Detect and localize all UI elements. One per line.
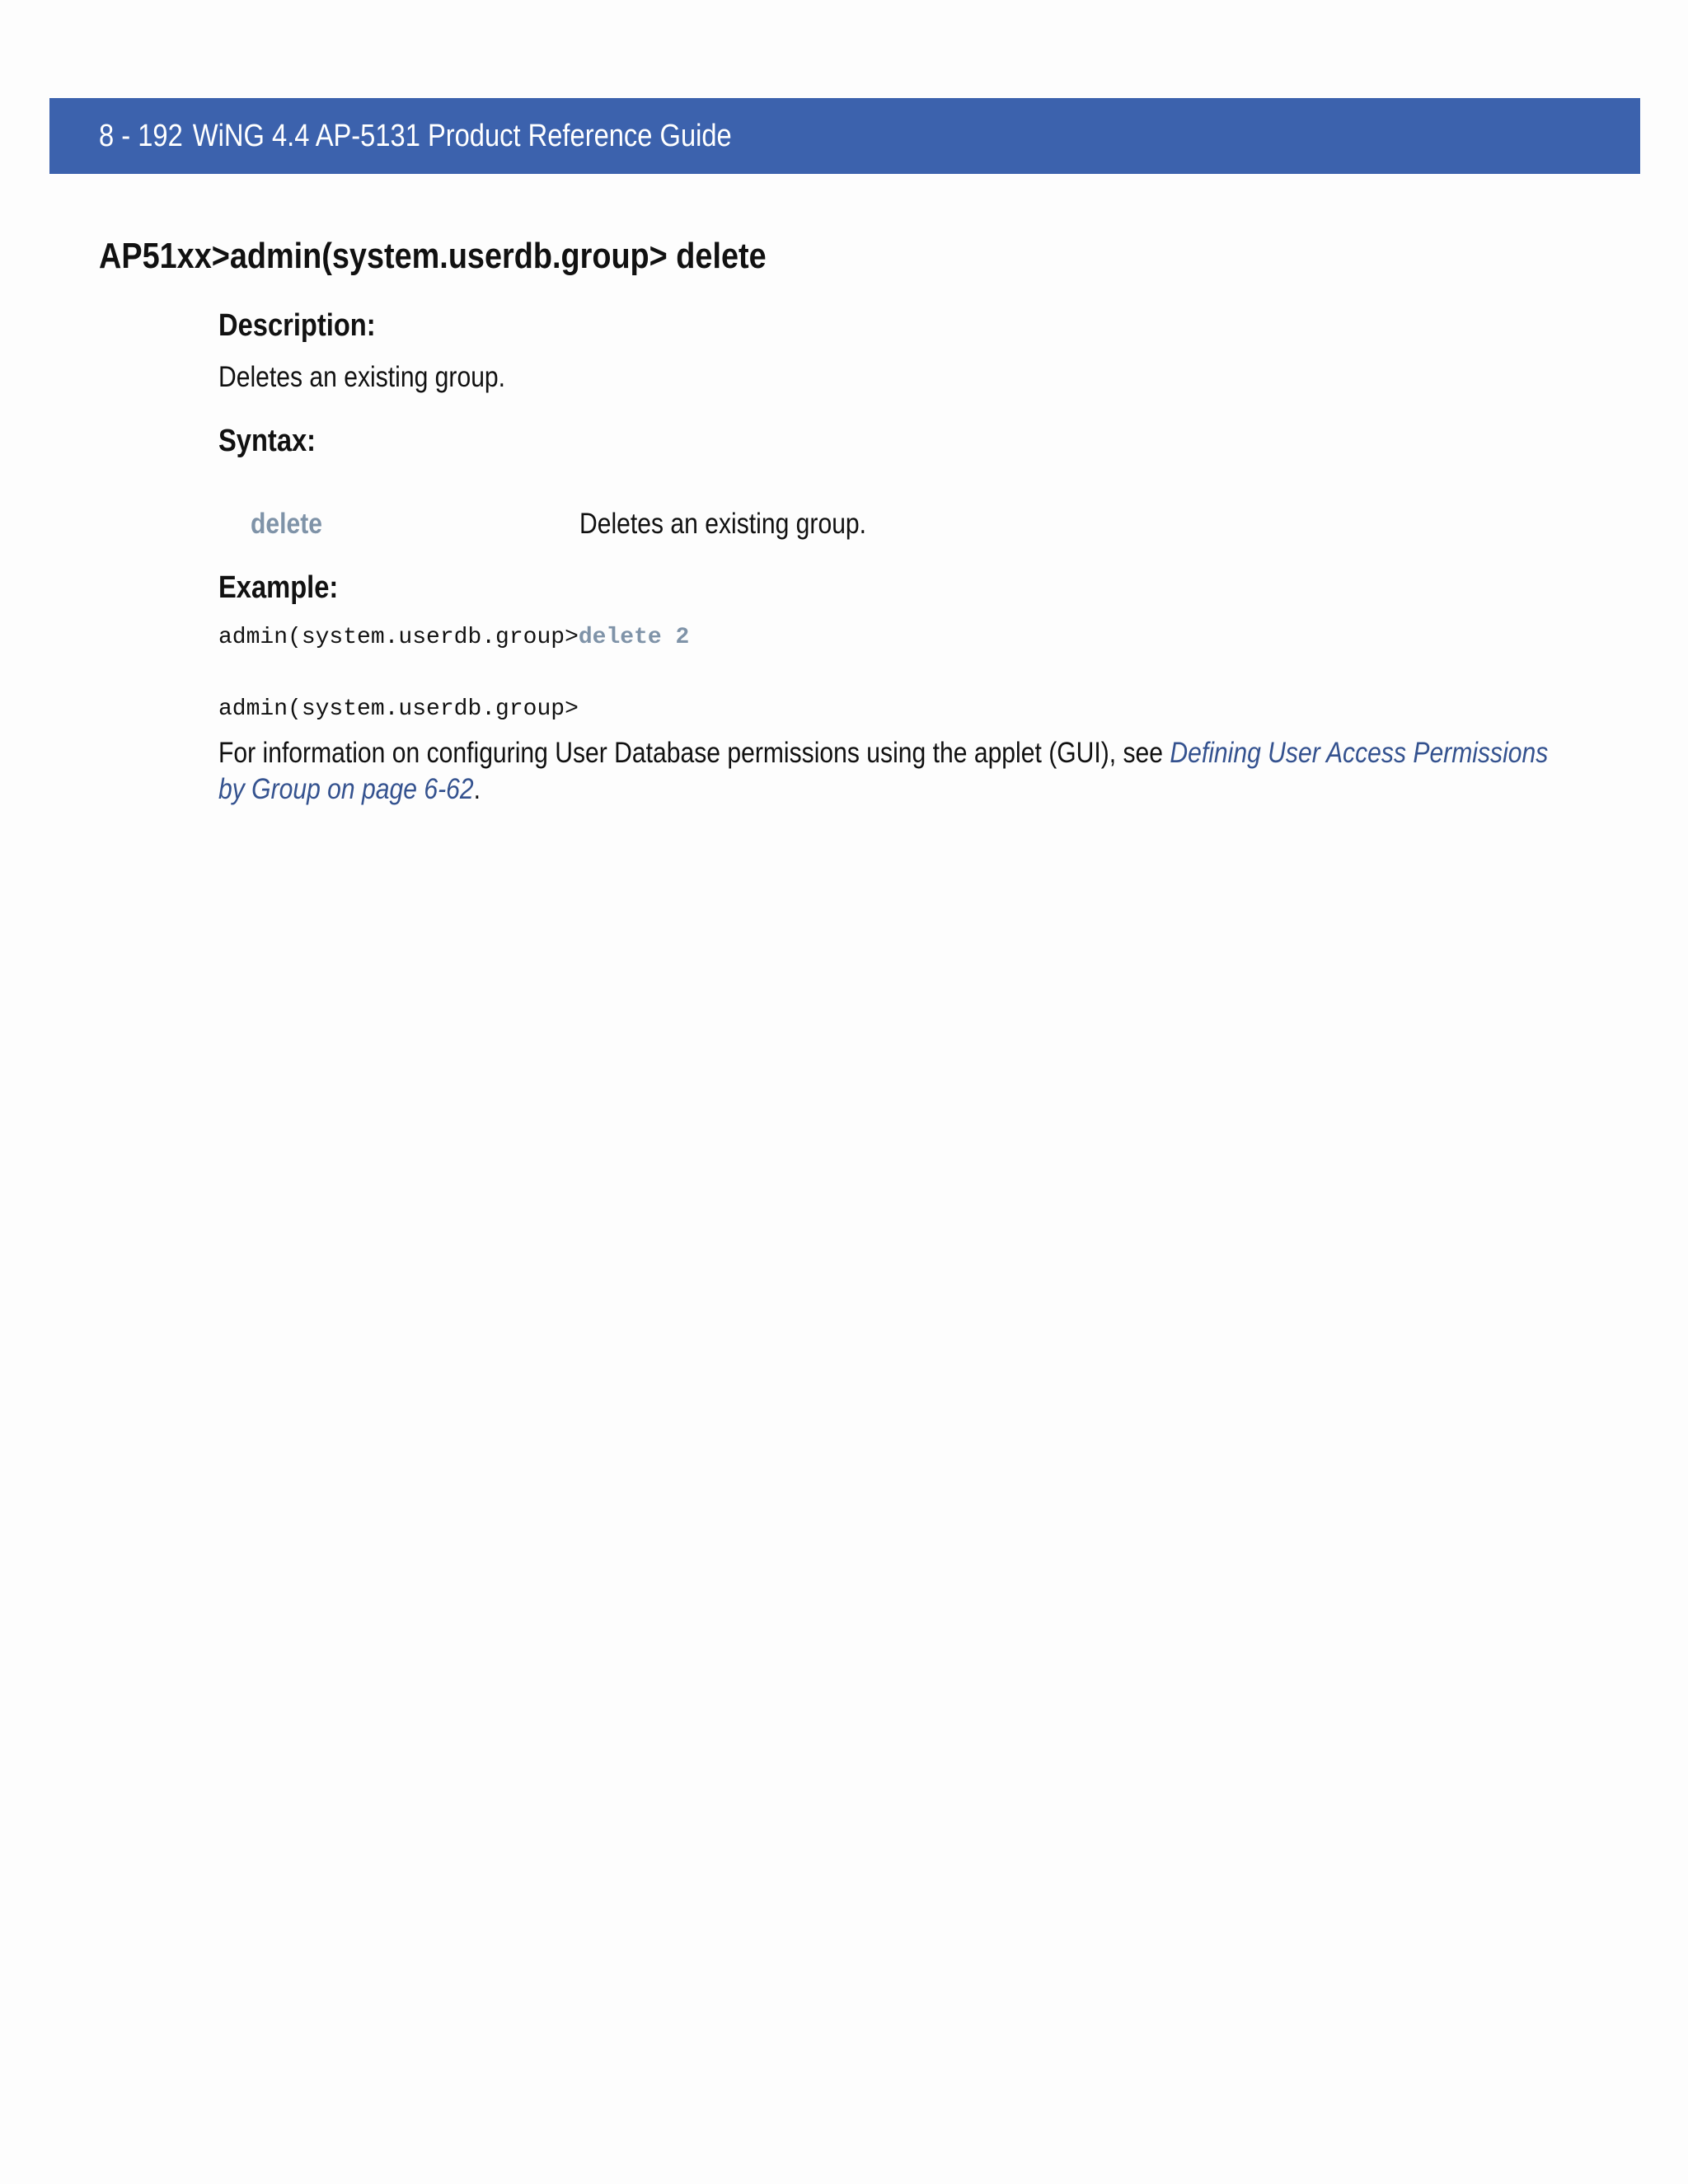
code-prompt: admin(system.userdb.group> xyxy=(218,696,579,722)
reference-period: . xyxy=(473,773,481,805)
syntax-description: Deletes an existing group. xyxy=(579,508,867,540)
code-command: delete 2 xyxy=(578,625,690,650)
example-code-line-2 xyxy=(218,696,579,722)
syntax-label: Syntax: xyxy=(218,424,316,458)
description-label: Description: xyxy=(218,308,376,343)
example-label: Example: xyxy=(218,570,339,605)
page-header-text xyxy=(99,98,732,174)
reference-link-part-2[interactable]: by Group on page 6-62 xyxy=(218,773,474,805)
description-text: Deletes an existing group. xyxy=(218,361,506,393)
reference-text: For information on configuring User Database permissions using the applet (GUI), see xyxy=(218,737,1170,769)
code-prompt: admin(system.userdb.group> xyxy=(218,625,579,650)
reference-line-1 xyxy=(218,735,1549,771)
example-code-line-1 xyxy=(218,625,689,650)
command-heading: AP51xx>admin(system.userdb.group> delete xyxy=(99,236,767,276)
reference-paragraph xyxy=(218,735,1549,808)
syntax-command: delete xyxy=(251,508,322,540)
reference-link-part-1[interactable]: Defining User Access Permissions xyxy=(1170,737,1549,769)
guide-title: WiNG 4.4 AP-5131 Product Reference Guide xyxy=(192,119,732,153)
page-number: 8 - 192 xyxy=(99,119,183,153)
page-header-band xyxy=(49,98,1640,174)
reference-line-2 xyxy=(218,771,1367,808)
